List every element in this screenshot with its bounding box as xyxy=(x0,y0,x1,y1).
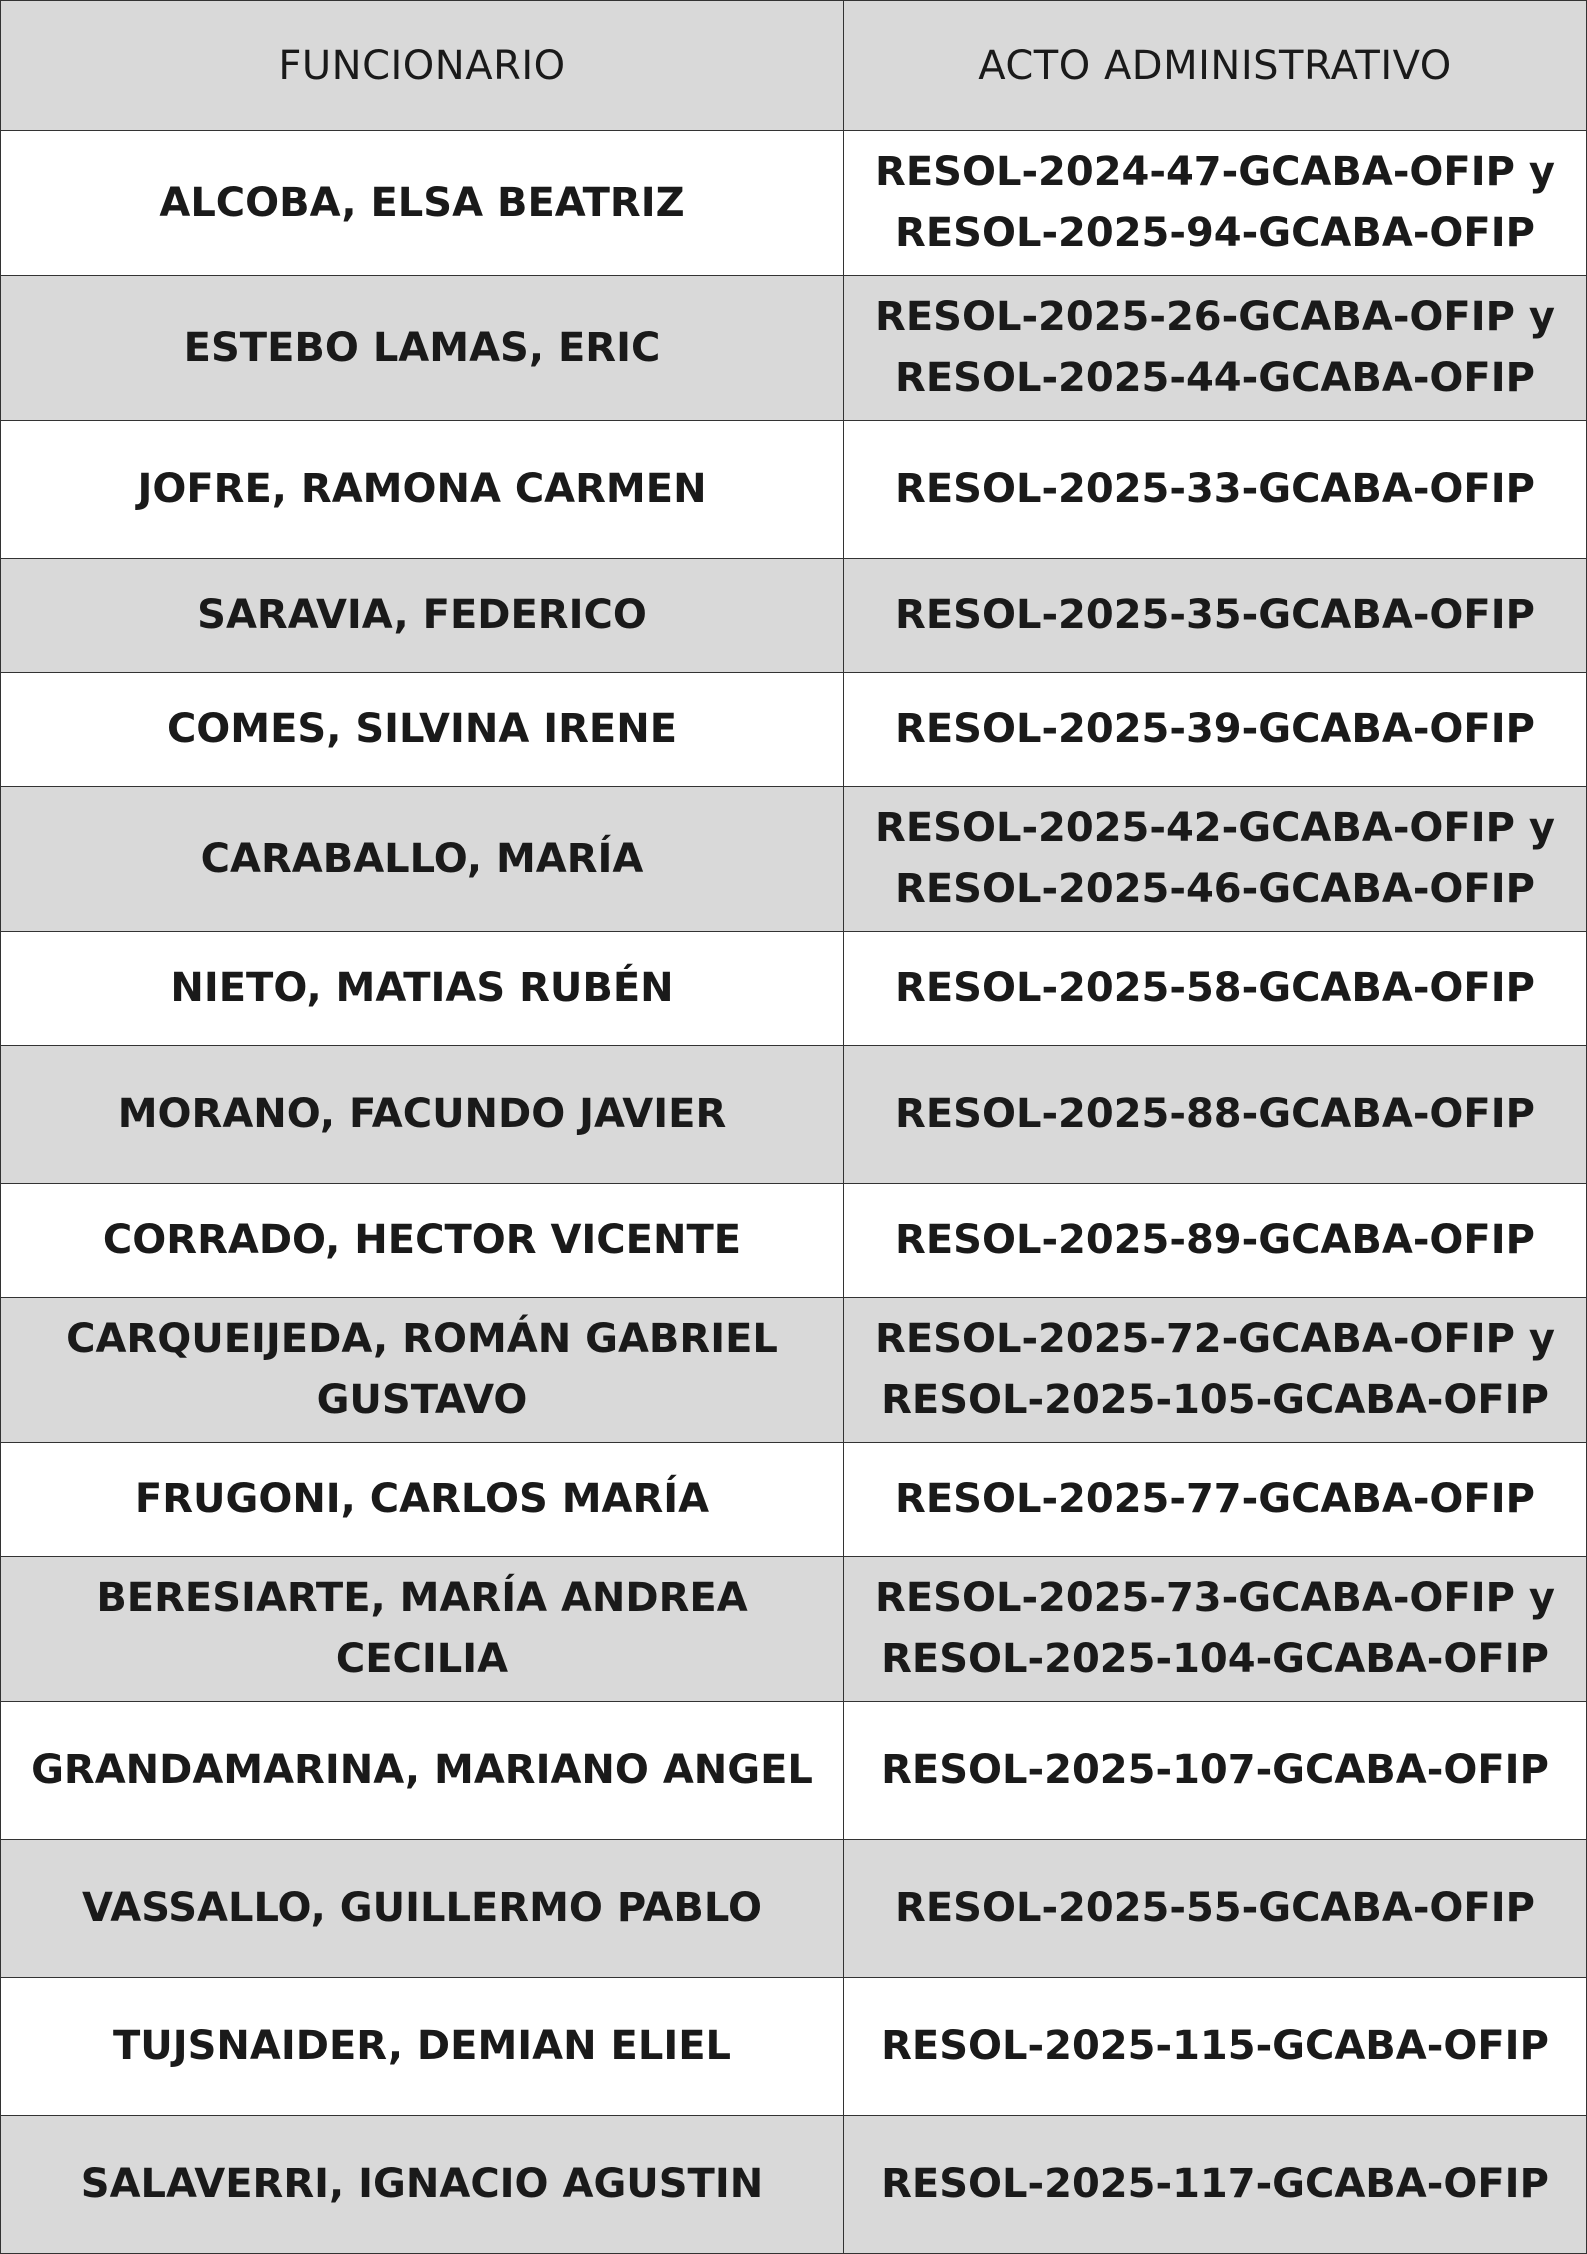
table-row xyxy=(1,1978,1587,2116)
acto-cell xyxy=(844,787,1587,932)
funcionario-cell: ESTEBO LAMAS, ERIC xyxy=(1,276,844,421)
acto-cell xyxy=(844,559,1587,673)
table-row xyxy=(1,559,1587,673)
acto-line: RESOL-2025-89-GCABA-OFIP xyxy=(895,1217,1535,1263)
table-row xyxy=(1,787,1587,932)
acto-cell xyxy=(844,1702,1587,1840)
funcionario-cell: CARABALLO, MARÍA xyxy=(1,787,844,932)
acto-line: RESOL-2025-73-GCABA-OFIP y xyxy=(875,1575,1555,1621)
funcionario-cell: JOFRE, RAMONA CARMEN xyxy=(1,421,844,559)
funcionario-cell: VASSALLO, GUILLERMO PABLO xyxy=(1,1840,844,1978)
table-row xyxy=(1,673,1587,787)
acto-line: RESOL-2025-117-GCABA-OFIP xyxy=(881,2161,1549,2207)
acto-line: RESOL-2025-107-GCABA-OFIP xyxy=(881,1747,1549,1793)
acto-cell xyxy=(844,276,1587,421)
table-row xyxy=(1,1443,1587,1557)
table-row xyxy=(1,932,1587,1046)
acto-cell xyxy=(844,1443,1587,1557)
acto-line: RESOL-2025-72-GCABA-OFIP y xyxy=(875,1316,1555,1362)
acto-line: RESOL-2025-55-GCABA-OFIP xyxy=(895,1885,1535,1931)
acto-line: RESOL-2025-58-GCABA-OFIP xyxy=(895,965,1535,1011)
funcionario-cell: SARAVIA, FEDERICO xyxy=(1,559,844,673)
acto-line: RESOL-2025-94-GCABA-OFIP xyxy=(895,210,1535,256)
funcionario-cell: CORRADO, HECTOR VICENTE xyxy=(1,1184,844,1298)
acto-cell xyxy=(844,932,1587,1046)
header-funcionario: FUNCIONARIO xyxy=(1,1,844,131)
funcionario-cell: NIETO, MATIAS RUBÉN xyxy=(1,932,844,1046)
funcionario-cell: ALCOBA, ELSA BEATRIZ xyxy=(1,131,844,276)
header-acto-administrativo: ACTO ADMINISTRATIVO xyxy=(844,1,1587,131)
table-row xyxy=(1,131,1587,276)
acto-line: RESOL-2025-105-GCABA-OFIP xyxy=(881,1377,1549,1423)
table-row xyxy=(1,1046,1587,1184)
table-row xyxy=(1,1184,1587,1298)
table-row xyxy=(1,1702,1587,1840)
acto-line: RESOL-2025-26-GCABA-OFIP y xyxy=(875,294,1555,340)
acto-line: RESOL-2025-42-GCABA-OFIP y xyxy=(875,805,1555,851)
acto-line: RESOL-2025-104-GCABA-OFIP xyxy=(881,1636,1549,1682)
funcionario-cell: COMES, SILVINA IRENE xyxy=(1,673,844,787)
funcionario-cell xyxy=(1,1298,844,1443)
funcionario-cell: GRANDAMARINA, MARIANO ANGEL xyxy=(1,1702,844,1840)
funcionario-cell: FRUGONI, CARLOS MARÍA xyxy=(1,1443,844,1557)
acto-line: RESOL-2024-47-GCABA-OFIP y xyxy=(875,149,1555,195)
funcionario-cell: SALAVERRI, IGNACIO AGUSTIN xyxy=(1,2116,844,2254)
table-row xyxy=(1,2116,1587,2254)
acto-cell xyxy=(844,1840,1587,1978)
table-row xyxy=(1,1840,1587,1978)
funcionario-cell: MORANO, FACUNDO JAVIER xyxy=(1,1046,844,1184)
acto-line: RESOL-2025-115-GCABA-OFIP xyxy=(881,2023,1549,2069)
acto-line: RESOL-2025-35-GCABA-OFIP xyxy=(895,592,1535,638)
table-row xyxy=(1,421,1587,559)
acto-cell xyxy=(844,2116,1587,2254)
acto-cell xyxy=(844,673,1587,787)
table-row xyxy=(1,1298,1587,1443)
acto-line: RESOL-2025-46-GCABA-OFIP xyxy=(895,866,1535,912)
acto-line: RESOL-2025-44-GCABA-OFIP xyxy=(895,355,1535,401)
table-row xyxy=(1,1557,1587,1702)
acto-cell xyxy=(844,421,1587,559)
acto-line: RESOL-2025-39-GCABA-OFIP xyxy=(895,706,1535,752)
acto-cell xyxy=(844,1557,1587,1702)
acto-cell xyxy=(844,1298,1587,1443)
funcionario-cell: BERESIARTE, MARÍA ANDREA CECILIA xyxy=(1,1557,844,1702)
acto-line: RESOL-2025-33-GCABA-OFIP xyxy=(895,466,1535,512)
funcionario-cell: TUJSNAIDER, DEMIAN ELIEL xyxy=(1,1978,844,2116)
acto-line: RESOL-2025-88-GCABA-OFIP xyxy=(895,1091,1535,1137)
acto-cell xyxy=(844,1046,1587,1184)
table-row xyxy=(1,276,1587,421)
acto-cell xyxy=(844,1184,1587,1298)
acto-line: RESOL-2025-77-GCABA-OFIP xyxy=(895,1476,1535,1522)
funcionario-name: CARQUEIJEDA, ROMÁN GABRIEL GUSTAVO xyxy=(66,1316,778,1423)
acto-cell xyxy=(844,131,1587,276)
acto-cell xyxy=(844,1978,1587,2116)
table-header-row xyxy=(1,1,1587,131)
